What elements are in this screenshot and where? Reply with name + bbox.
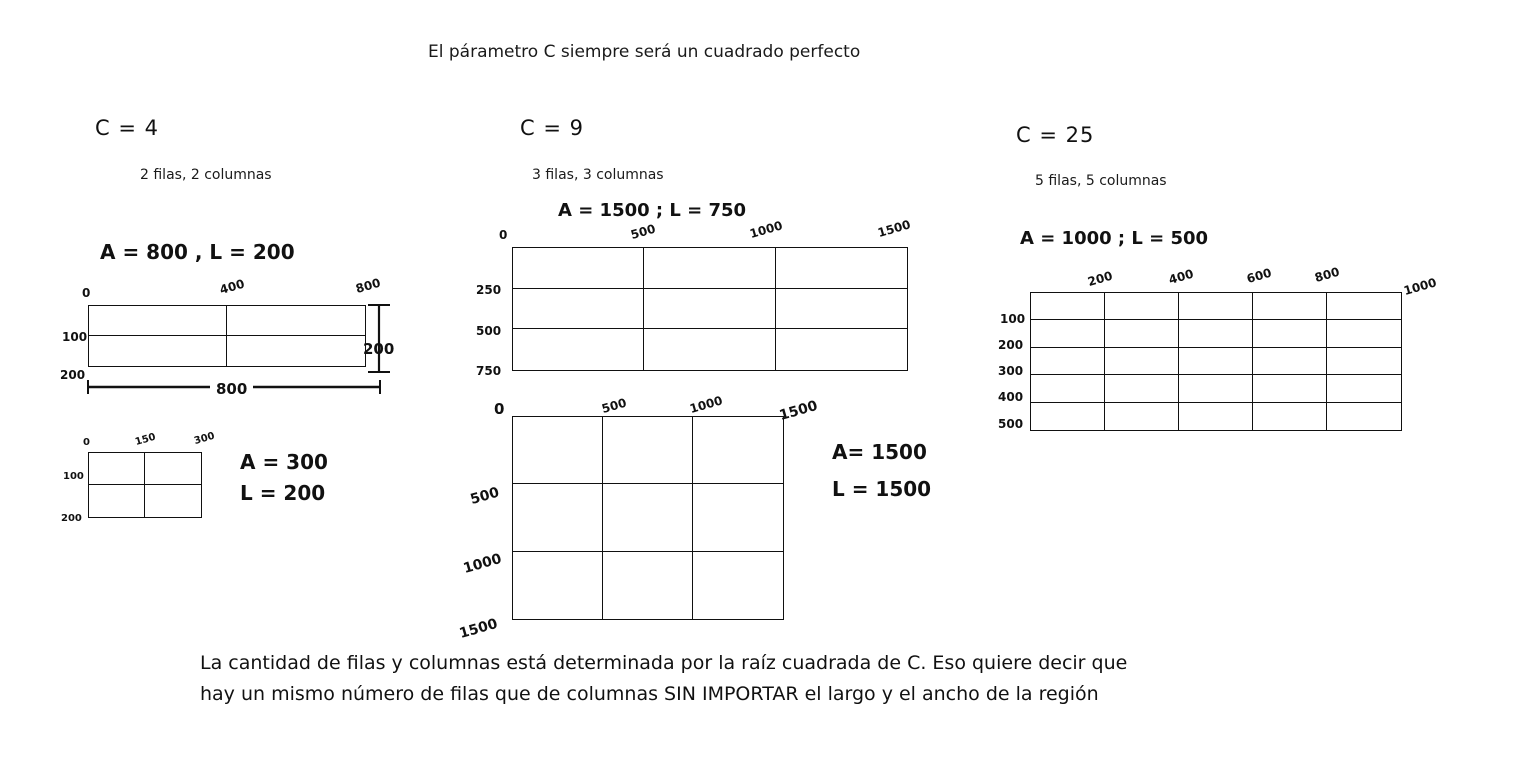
grid-cell [776, 289, 907, 330]
grid-cell [1031, 348, 1105, 375]
grid-cell [1179, 348, 1253, 375]
x-tick-c4-d1-2: 800 [354, 275, 383, 296]
section-label-c25: C = 25 [1016, 123, 1095, 147]
grid-cell [603, 417, 693, 484]
grid-cell [1327, 375, 1401, 402]
grid-cell [1105, 375, 1179, 402]
y-tick-c25-d1-2: 300 [998, 364, 1024, 378]
grid-cell [89, 485, 145, 517]
grid-cell [776, 248, 907, 289]
grid-cell [1105, 320, 1179, 347]
section-label-c4: C = 4 [95, 116, 159, 140]
grid-cell [513, 329, 644, 370]
grid-cell [1105, 403, 1179, 430]
footer-line-2: hay un mismo número de filas que de columnas SIN IMPORTAR el largo y el ancho de la región [200, 683, 1099, 705]
y-tick-c9-d1-0: 250 [476, 283, 502, 297]
grid-c25-d1 [1030, 292, 1402, 431]
grid-cell [1031, 403, 1105, 430]
footer-line-1: La cantidad de filas y columnas está determinada por la raíz cuadrada de C. Eso quiere decir que [200, 652, 1128, 674]
section-sub-c25: 5 filas, 5 columnas [1035, 173, 1167, 189]
y-tick-c9-d2-2: 1500 [457, 615, 500, 642]
grid-cell [1327, 403, 1401, 430]
grid-cell [89, 453, 145, 485]
grid-cell [1327, 320, 1401, 347]
grid-cell [1105, 293, 1179, 320]
y-tick-c25-d1-3: 400 [998, 390, 1024, 404]
grid-cell [1105, 348, 1179, 375]
x-tick-c25-d1-2: 600 [1245, 265, 1274, 286]
annotation-c9-d2-line2: L = 1500 [832, 477, 932, 501]
page-title: El párametro C siempre será un cuadrado perfecto [428, 42, 861, 62]
x-tick-c25-d1-4: 1000 [1402, 275, 1439, 298]
x-tick-c4-d2-1: 150 [133, 431, 158, 448]
grid-cell [693, 484, 783, 551]
y-tick-c4-d2-0: 100 [63, 471, 84, 482]
annotation-c4-d2-line2: L = 200 [240, 481, 326, 505]
grid-c9-d1 [512, 247, 908, 371]
grid-cell [644, 248, 775, 289]
x-tick-c9-d2-2: 1000 [688, 393, 725, 416]
grid-cell [1253, 403, 1327, 430]
grid-cell [513, 248, 644, 289]
section-label-c9: C = 9 [520, 116, 584, 140]
grid-cell [1253, 348, 1327, 375]
y-tick-c9-d2-0: 500 [468, 484, 502, 508]
y-tick-c25-d1-4: 500 [998, 417, 1024, 431]
grid-cell [513, 417, 603, 484]
grid-cell [776, 329, 907, 370]
y-tick-c9-d1-1: 500 [476, 324, 502, 338]
grid-c9-d2 [512, 416, 784, 620]
y-tick-c25-d1-1: 200 [998, 338, 1024, 352]
x-tick-c25-d1-0: 200 [1086, 268, 1115, 289]
annotation-c4-d2-line1: A = 300 [240, 450, 328, 474]
grid-cell [1253, 375, 1327, 402]
y-tick-c4-d2-1: 200 [61, 513, 82, 524]
y-tick-c4-d1-1: 200 [60, 368, 86, 382]
y-tick-c4-d1-0: 100 [62, 330, 88, 344]
x-tick-c9-d1-0: 0 [499, 228, 508, 242]
grid-cell [1327, 348, 1401, 375]
grid-cell [1031, 375, 1105, 402]
x-tick-c9-d1-2: 1000 [748, 218, 785, 241]
section-sub-c9: 3 filas, 3 columnas [532, 167, 664, 183]
grid-c4-d2 [88, 452, 202, 518]
grid-cell [145, 485, 201, 517]
grid-cell [1179, 320, 1253, 347]
annotation-c9-d1: A = 1500 ; L = 750 [558, 200, 747, 221]
grid-cell [1179, 403, 1253, 430]
grid-cell [1179, 375, 1253, 402]
annotation-c4-d1: A = 800 , L = 200 [100, 240, 295, 264]
x-tick-c4-d1-1: 400 [218, 276, 247, 297]
x-tick-c9-d2-0: 0 [494, 400, 505, 418]
x-tick-c25-d1-3: 800 [1313, 264, 1342, 285]
grid-cell [513, 552, 603, 619]
grid-cell [1031, 320, 1105, 347]
grid-cell [513, 289, 644, 330]
width-label-c4-d1: 800 [210, 380, 253, 398]
grid-cell [1253, 293, 1327, 320]
grid-cell [644, 329, 775, 370]
grid-cell [693, 417, 783, 484]
section-sub-c4: 2 filas, 2 columnas [140, 167, 272, 183]
y-tick-c25-d1-0: 100 [1000, 312, 1026, 326]
grid-cell [693, 552, 783, 619]
x-tick-c9-d2-3: 1500 [777, 397, 820, 424]
x-tick-c4-d2-0: 0 [83, 437, 90, 448]
grid-cell [1253, 320, 1327, 347]
x-tick-c4-d2-2: 300 [192, 430, 217, 447]
grid-cell [603, 484, 693, 551]
grid-cell [1031, 293, 1105, 320]
annotation-c25-d1: A = 1000 ; L = 500 [1020, 228, 1209, 249]
y-tick-c9-d1-2: 750 [476, 364, 502, 378]
height-label-c4-d1: 200 [363, 340, 395, 358]
x-tick-c9-d1-3: 1500 [876, 217, 913, 240]
x-tick-c25-d1-1: 400 [1167, 266, 1196, 287]
annotation-c9-d2-line1: A= 1500 [832, 440, 927, 464]
x-tick-c9-d2-1: 500 [600, 395, 629, 416]
grid-cell [145, 453, 201, 485]
x-tick-c4-d1-0: 0 [82, 286, 91, 300]
grid-cell [603, 552, 693, 619]
grid-cell [513, 484, 603, 551]
grid-cell [644, 289, 775, 330]
x-tick-c9-d1-1: 500 [629, 221, 658, 242]
grid-cell [1179, 293, 1253, 320]
grid-cell [1327, 293, 1401, 320]
y-tick-c9-d2-1: 1000 [461, 550, 504, 577]
